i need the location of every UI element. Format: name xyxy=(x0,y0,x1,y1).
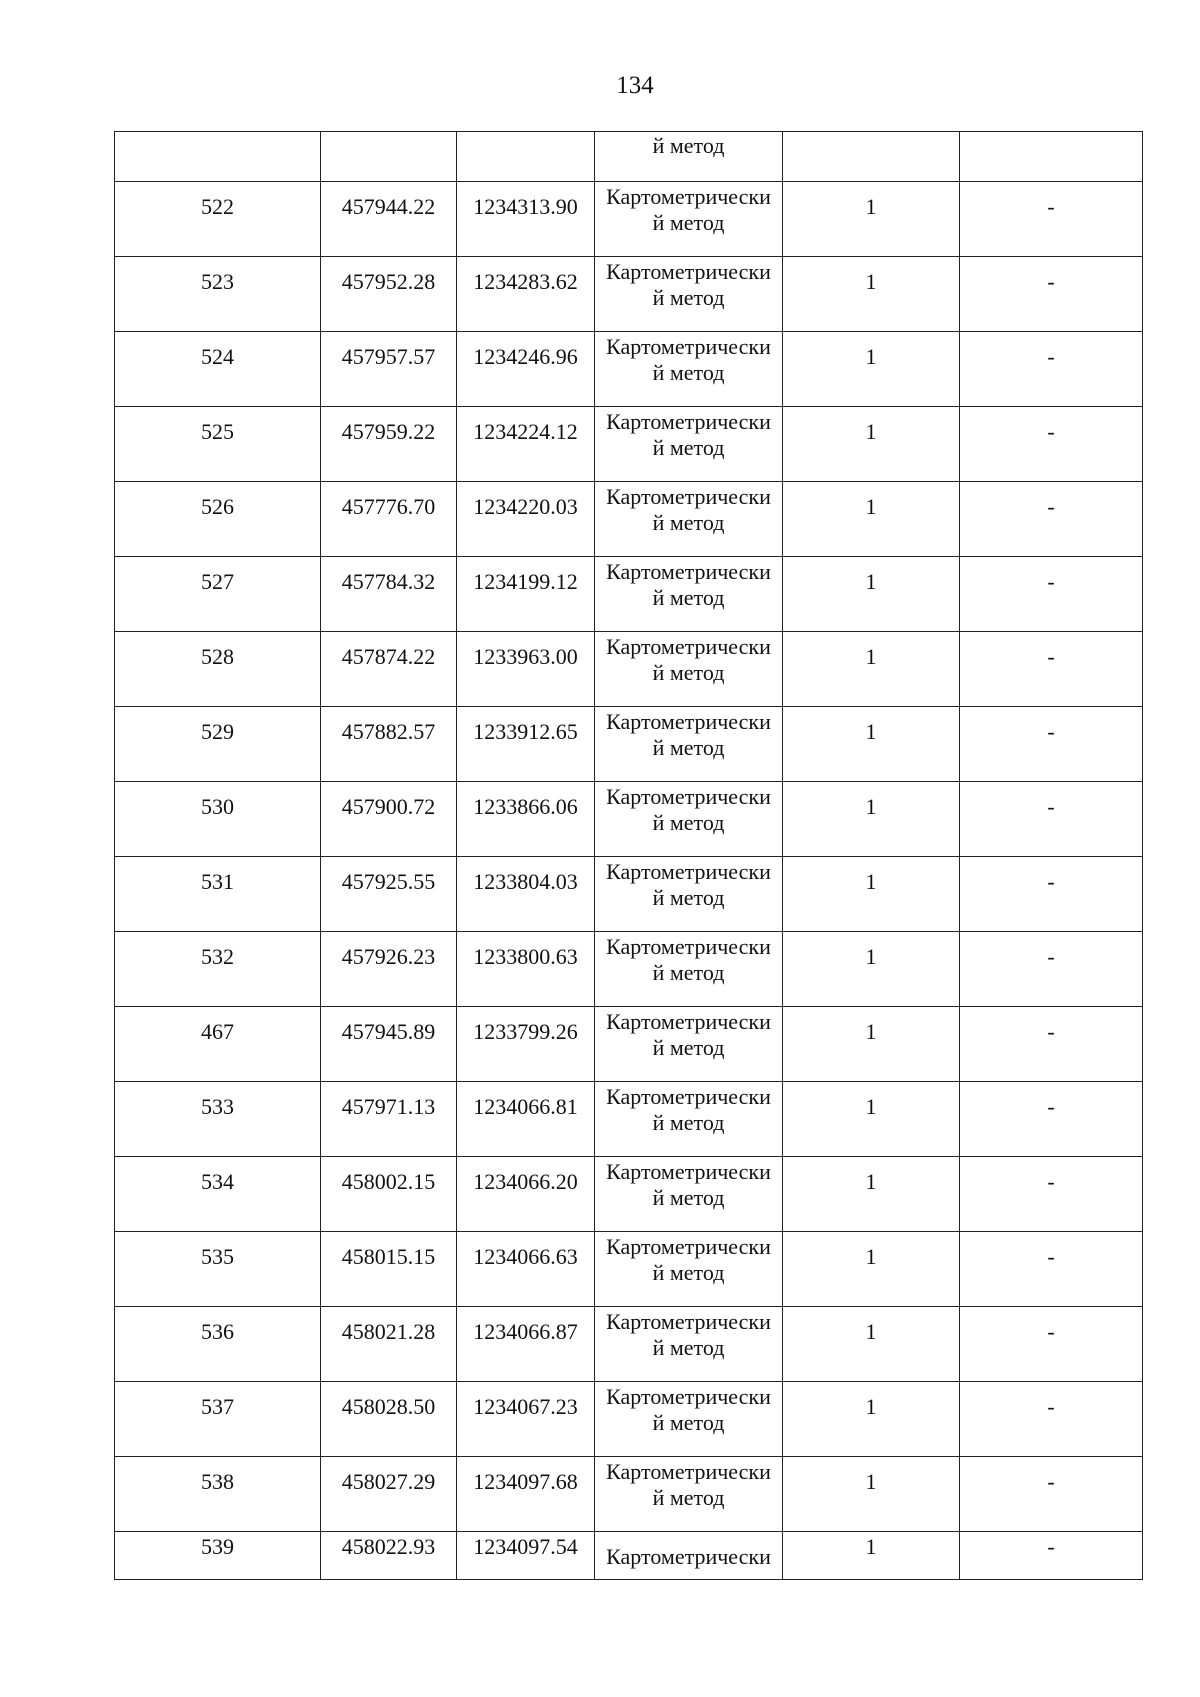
method-cell xyxy=(595,1082,783,1157)
point-number-cell: 539 xyxy=(115,1532,321,1580)
note-cell: - xyxy=(960,1532,1143,1580)
method-cell xyxy=(595,1157,783,1232)
point-number-cell: 525 xyxy=(115,407,321,482)
point-number-cell: 524 xyxy=(115,332,321,407)
x-coordinate-cell: 457945.89 xyxy=(321,1007,457,1082)
method-line-2: й метод xyxy=(652,1485,725,1510)
error-cell: 1 xyxy=(783,1232,960,1307)
method-cell xyxy=(595,407,783,482)
table-cell-empty xyxy=(783,132,960,182)
y-coordinate-cell: 1234067.23 xyxy=(457,1382,595,1457)
x-coordinate-cell: 457944.22 xyxy=(321,182,457,257)
method-line-2: й метод xyxy=(652,585,725,610)
note-cell: - xyxy=(960,182,1143,257)
x-coordinate-cell: 457874.22 xyxy=(321,632,457,707)
note-cell: - xyxy=(960,1307,1143,1382)
method-cell xyxy=(595,932,783,1007)
method-line-1: Картометрически xyxy=(606,1159,771,1184)
error-cell: 1 xyxy=(783,857,960,932)
table-cell-empty xyxy=(115,132,321,182)
point-number-cell: 531 xyxy=(115,857,321,932)
table-row xyxy=(115,1007,1143,1082)
note-cell: - xyxy=(960,557,1143,632)
x-coordinate-cell: 457776.70 xyxy=(321,482,457,557)
table-row xyxy=(115,1082,1143,1157)
method-cell xyxy=(595,632,783,707)
x-coordinate-cell: 457952.28 xyxy=(321,257,457,332)
x-coordinate-cell: 458027.29 xyxy=(321,1457,457,1532)
method-cell xyxy=(595,782,783,857)
table-row xyxy=(115,857,1143,932)
method-line-2: й метод xyxy=(652,210,725,235)
x-coordinate-cell: 457959.22 xyxy=(321,407,457,482)
y-coordinate-cell: 1233804.03 xyxy=(457,857,595,932)
error-cell: 1 xyxy=(783,1007,960,1082)
method-line-2: й метод xyxy=(652,1110,725,1135)
point-number-cell: 529 xyxy=(115,707,321,782)
note-cell: - xyxy=(960,1007,1143,1082)
note-cell: - xyxy=(960,1232,1143,1307)
note-cell: - xyxy=(960,407,1143,482)
method-line-2: й метод xyxy=(652,360,725,385)
table-row xyxy=(115,1232,1143,1307)
y-coordinate-cell: 1234066.63 xyxy=(457,1232,595,1307)
method-line-1: Картометрически xyxy=(606,409,771,434)
table-row xyxy=(115,257,1143,332)
method-cell xyxy=(595,257,783,332)
method-line-1: Картометрически xyxy=(606,1459,771,1484)
method-line-1: Картометрически xyxy=(606,784,771,809)
note-cell: - xyxy=(960,857,1143,932)
table-row xyxy=(115,1307,1143,1382)
method-line-1: Картометрически xyxy=(606,859,771,884)
table-row xyxy=(115,407,1143,482)
note-cell: - xyxy=(960,482,1143,557)
note-cell: - xyxy=(960,1382,1143,1457)
y-coordinate-cell: 1233799.26 xyxy=(457,1007,595,1082)
error-cell: 1 xyxy=(783,707,960,782)
point-number-cell: 530 xyxy=(115,782,321,857)
method-cell xyxy=(595,482,783,557)
y-coordinate-cell: 1234283.62 xyxy=(457,257,595,332)
method-line-2: й метод xyxy=(652,1035,725,1060)
point-number-cell: 528 xyxy=(115,632,321,707)
x-coordinate-cell: 458015.15 xyxy=(321,1232,457,1307)
y-coordinate-cell: 1233800.63 xyxy=(457,932,595,1007)
error-cell: 1 xyxy=(783,1532,960,1580)
method-cell xyxy=(595,1007,783,1082)
point-number-cell: 536 xyxy=(115,1307,321,1382)
x-coordinate-cell: 458022.93 xyxy=(321,1532,457,1580)
note-cell: - xyxy=(960,782,1143,857)
error-cell: 1 xyxy=(783,1082,960,1157)
table-row xyxy=(115,632,1143,707)
y-coordinate-cell: 1234066.81 xyxy=(457,1082,595,1157)
method-line-2: й метод xyxy=(652,285,725,310)
error-cell: 1 xyxy=(783,557,960,632)
method-line-2: й метод xyxy=(652,435,725,460)
method-cell xyxy=(595,1232,783,1307)
table-row xyxy=(115,932,1143,1007)
error-cell: 1 xyxy=(783,482,960,557)
error-cell: 1 xyxy=(783,182,960,257)
y-coordinate-cell: 1234066.20 xyxy=(457,1157,595,1232)
table-row xyxy=(115,1457,1143,1532)
method-line-1: Картометрически xyxy=(606,259,771,284)
table-row xyxy=(115,1382,1143,1457)
method-line-1: Картометрически xyxy=(606,484,771,509)
method-line-2: й метод xyxy=(652,1335,725,1360)
x-coordinate-cell: 457957.57 xyxy=(321,332,457,407)
x-coordinate-cell: 457926.23 xyxy=(321,932,457,1007)
point-number-cell: 535 xyxy=(115,1232,321,1307)
point-number-cell: 523 xyxy=(115,257,321,332)
y-coordinate-cell: 1233912.65 xyxy=(457,707,595,782)
error-cell: 1 xyxy=(783,407,960,482)
table-cell-empty xyxy=(960,132,1143,182)
note-cell: - xyxy=(960,332,1143,407)
x-coordinate-cell: 458021.28 xyxy=(321,1307,457,1382)
x-coordinate-cell: 458028.50 xyxy=(321,1382,457,1457)
point-number-cell: 538 xyxy=(115,1457,321,1532)
table-row xyxy=(115,557,1143,632)
y-coordinate-cell: 1234066.87 xyxy=(457,1307,595,1382)
method-line-2: й метод xyxy=(652,885,725,910)
note-cell: - xyxy=(960,1157,1143,1232)
y-coordinate-cell: 1234246.96 xyxy=(457,332,595,407)
method-line-1: Картометрически xyxy=(606,334,771,359)
error-cell: 1 xyxy=(783,1457,960,1532)
point-number-cell: 467 xyxy=(115,1007,321,1082)
error-cell: 1 xyxy=(783,632,960,707)
y-coordinate-cell: 1234199.12 xyxy=(457,557,595,632)
method-cell xyxy=(595,557,783,632)
table-row-continued xyxy=(115,132,1143,182)
note-cell: - xyxy=(960,1457,1143,1532)
page-number: 134 xyxy=(616,72,654,99)
method-line-1: Картометрически xyxy=(606,1009,771,1034)
method-line-2: й метод xyxy=(652,735,725,760)
table-row xyxy=(115,182,1143,257)
x-coordinate-cell: 457900.72 xyxy=(321,782,457,857)
point-number-cell: 532 xyxy=(115,932,321,1007)
note-cell: - xyxy=(960,932,1143,1007)
method-line-1: Картометрически xyxy=(606,934,771,959)
error-cell: 1 xyxy=(783,932,960,1007)
method-line-1: Картометрически xyxy=(606,1234,771,1259)
method-cell xyxy=(595,182,783,257)
point-number-cell: 537 xyxy=(115,1382,321,1457)
method-line-2: й метод xyxy=(652,1260,725,1285)
method-line-2: й метод xyxy=(652,960,725,985)
coordinates-table xyxy=(114,131,1143,1580)
method-line-2: й метод xyxy=(652,1185,725,1210)
method-line-1: Картометрически xyxy=(606,634,771,659)
error-cell: 1 xyxy=(783,332,960,407)
method-line-1: Картометрически xyxy=(606,1544,771,1569)
table-cell-empty xyxy=(321,132,457,182)
method-cell xyxy=(595,707,783,782)
note-cell: - xyxy=(960,257,1143,332)
point-number-cell: 527 xyxy=(115,557,321,632)
table-row xyxy=(115,1157,1143,1232)
method-cell xyxy=(595,1532,783,1580)
x-coordinate-cell: 457925.55 xyxy=(321,857,457,932)
method-cell xyxy=(595,1457,783,1532)
method-line-2: й метод xyxy=(652,1410,725,1435)
method-cell xyxy=(595,1307,783,1382)
method-line-2: й метод xyxy=(652,810,725,835)
method-line-2: й метод xyxy=(652,660,725,685)
y-coordinate-cell: 1233866.06 xyxy=(457,782,595,857)
method-cell xyxy=(595,857,783,932)
error-cell: 1 xyxy=(783,782,960,857)
x-coordinate-cell: 457971.13 xyxy=(321,1082,457,1157)
y-coordinate-cell: 1233963.00 xyxy=(457,632,595,707)
method-cell: й метод xyxy=(595,132,783,182)
x-coordinate-cell: 457784.32 xyxy=(321,557,457,632)
error-cell: 1 xyxy=(783,1307,960,1382)
table-cell-empty xyxy=(457,132,595,182)
table-row-last xyxy=(115,1532,1143,1580)
error-cell: 1 xyxy=(783,257,960,332)
point-number-cell: 534 xyxy=(115,1157,321,1232)
x-coordinate-cell: 457882.57 xyxy=(321,707,457,782)
y-coordinate-cell: 1234097.68 xyxy=(457,1457,595,1532)
method-line-1: Картометрически xyxy=(606,1384,771,1409)
y-coordinate-cell: 1234313.90 xyxy=(457,182,595,257)
method-line-1: Картометрически xyxy=(606,1309,771,1334)
method-line-1: Картометрически xyxy=(606,709,771,734)
note-cell: - xyxy=(960,707,1143,782)
point-number-cell: 522 xyxy=(115,182,321,257)
method-line-1: Картометрически xyxy=(606,184,771,209)
method-cell xyxy=(595,1382,783,1457)
table-row xyxy=(115,482,1143,557)
note-cell: - xyxy=(960,1082,1143,1157)
method-line-2: й метод xyxy=(652,510,725,535)
method-line-1: Картометрически xyxy=(606,559,771,584)
method-line-1: Картометрически xyxy=(606,1084,771,1109)
point-number-cell: 533 xyxy=(115,1082,321,1157)
table-row xyxy=(115,332,1143,407)
error-cell: 1 xyxy=(783,1157,960,1232)
y-coordinate-cell: 1234097.54 xyxy=(457,1532,595,1580)
y-coordinate-cell: 1234220.03 xyxy=(457,482,595,557)
point-number-cell: 526 xyxy=(115,482,321,557)
method-cell xyxy=(595,332,783,407)
note-cell: - xyxy=(960,632,1143,707)
error-cell: 1 xyxy=(783,1382,960,1457)
x-coordinate-cell: 458002.15 xyxy=(321,1157,457,1232)
y-coordinate-cell: 1234224.12 xyxy=(457,407,595,482)
table-row xyxy=(115,707,1143,782)
table-row xyxy=(115,782,1143,857)
